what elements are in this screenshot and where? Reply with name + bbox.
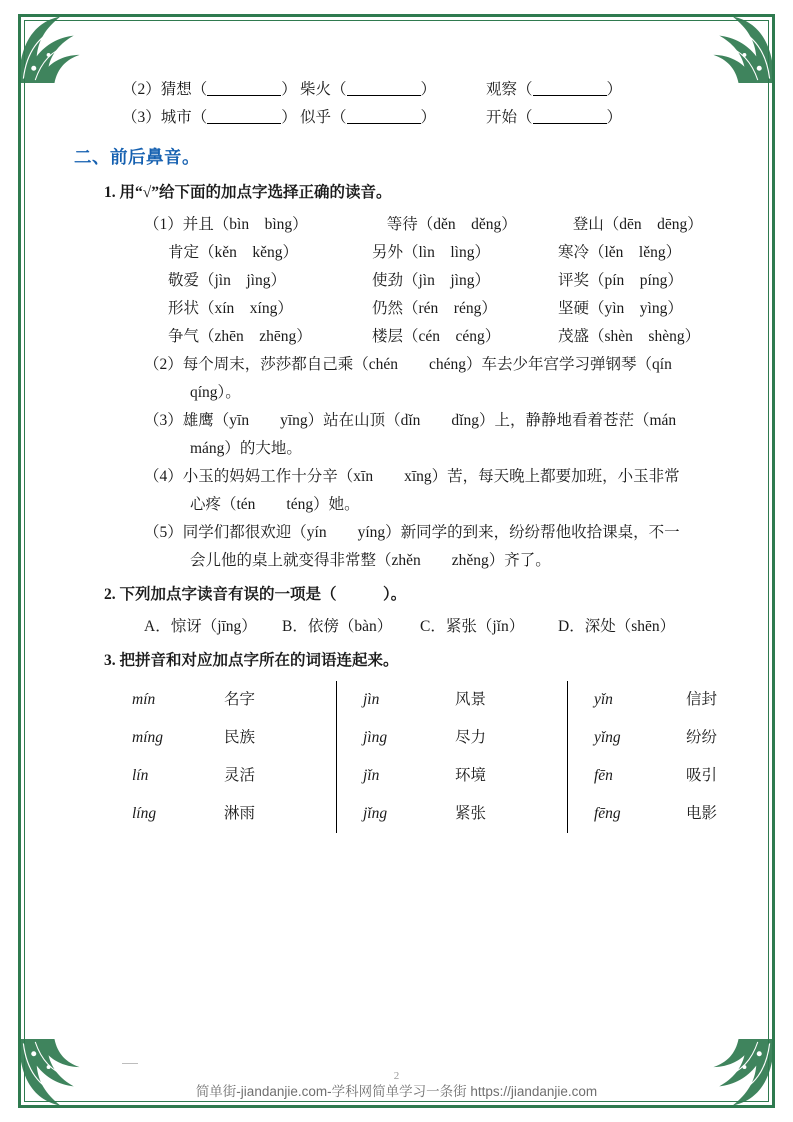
- answer-blank[interactable]: [533, 80, 607, 96]
- sentence-text: qíng）。: [190, 384, 241, 402]
- pinyin-choice[interactable]: 登山（dēn dēng）: [572, 216, 703, 234]
- matching-exercise: [58, 681, 730, 833]
- pinyin-column: [594, 681, 686, 833]
- word-item[interactable]: 淋雨: [224, 805, 256, 823]
- sentence-text: máng）的大地。: [190, 440, 302, 458]
- footer-watermark: 简单街-jiandanjie.com-学科网简单学习一条街 https://jiandanjie.com: [195, 1084, 598, 1099]
- word-item[interactable]: 信封: [686, 691, 718, 709]
- answer-blank[interactable]: [533, 108, 607, 124]
- pinyin-item[interactable]: yǐn: [594, 691, 613, 709]
- pinyin-choice[interactable]: 形状（xín xíng）: [168, 300, 293, 318]
- item-number: （3）: [144, 412, 183, 430]
- exercise-row: [58, 297, 730, 321]
- pinyin-choice[interactable]: 寒冷（lěn lěng）: [558, 244, 682, 262]
- item-number: （2）: [122, 81, 161, 98]
- word-item[interactable]: 环境: [455, 767, 487, 785]
- pinyin-item[interactable]: fēn: [594, 767, 613, 785]
- pinyin-item[interactable]: fēng: [594, 805, 621, 823]
- corner-ornament-icon: [16, 12, 90, 86]
- pinyin-item[interactable]: jìn: [363, 691, 380, 709]
- pinyin-choice[interactable]: 楼层（cén céng）: [372, 328, 501, 346]
- match-group: [132, 681, 337, 833]
- exercise-row: [58, 465, 730, 489]
- item-number: （4）: [144, 468, 183, 486]
- pinyin-item[interactable]: jǐng: [363, 805, 388, 823]
- item-number: （1）: [144, 216, 183, 234]
- pinyin-choice[interactable]: 肯定（kěn kěng）: [168, 244, 299, 262]
- choice-d[interactable]: D．深处（shēn）: [558, 618, 676, 636]
- word-item[interactable]: 纷纷: [686, 729, 718, 747]
- page-number: 2: [393, 1070, 400, 1082]
- exercise-row: [58, 325, 730, 349]
- answer-blank[interactable]: [347, 108, 421, 124]
- answer-blank[interactable]: [207, 108, 281, 124]
- pinyin-choice[interactable]: 敬爱（jìn jìng）: [168, 272, 286, 290]
- word-item[interactable]: 尽力: [455, 729, 487, 747]
- pinyin-item[interactable]: yǐng: [594, 729, 621, 747]
- match-group: [594, 681, 772, 833]
- question-3-title: 3. 把拼音和对应加点字所在的词语连起来。: [104, 652, 399, 670]
- pinyin-choice[interactable]: 仍然（rén réng）: [372, 300, 497, 318]
- sentence-text: 小玉的妈妈工作十分辛（xīn xīng）苦，每天晚上都要加班，小玉非常: [182, 468, 680, 486]
- word-label: 开始（: [486, 109, 533, 127]
- word-label: 柴火（: [300, 81, 347, 98]
- word-item[interactable]: 紧张: [455, 805, 487, 823]
- page-dash: [122, 1063, 138, 1064]
- exercise-row: [58, 353, 730, 377]
- answer-blank[interactable]: [347, 80, 421, 96]
- pinyin-choice[interactable]: 并且（bìn bìng）: [182, 216, 308, 234]
- exercise-row: （2）猜想（ ） 柴火（ ） 观察（ ）: [122, 81, 623, 98]
- pinyin-choice[interactable]: 另外（lìn lìng）: [372, 244, 490, 262]
- pinyin-choice[interactable]: 使劲（jìn jìng）: [372, 272, 490, 290]
- match-group: [363, 681, 568, 833]
- question-1-title: 1. 用“√”给下面的加点字选择正确的读音。: [104, 184, 392, 202]
- pinyin-choice[interactable]: 评奖（pín píng）: [558, 272, 683, 290]
- item-number: （2）: [144, 356, 183, 374]
- exercise-row: [58, 521, 730, 545]
- exercise-row: [58, 493, 730, 517]
- pinyin-item[interactable]: mín: [132, 691, 156, 709]
- choice-a[interactable]: A．惊讶（jīng）: [144, 618, 257, 636]
- pinyin-item[interactable]: jìng: [363, 729, 388, 747]
- pinyin-choice[interactable]: 等待（děn děng）: [386, 216, 517, 234]
- exercise-row: [58, 437, 730, 461]
- word-item[interactable]: 民族: [224, 729, 256, 747]
- sentence-text: 每个周末，莎莎都自己乘（chén chéng）车去少年宫学习弹钢琴（qín: [182, 356, 672, 374]
- exercise-row: [58, 381, 730, 405]
- question-2-title: 2. 下列加点字读音有误的一项是（ ）。: [104, 586, 407, 604]
- exercise-row: （3）城市（ ） 似乎（ ） 开始（ ）: [122, 109, 623, 127]
- pinyin-item[interactable]: lín: [132, 767, 149, 785]
- choice-c[interactable]: C．紧张（jǐn）: [420, 618, 525, 636]
- exercise-row: [58, 409, 730, 433]
- word-item[interactable]: 吸引: [686, 767, 718, 785]
- pinyin-column: [132, 681, 224, 833]
- answer-blank[interactable]: [207, 80, 281, 96]
- sentence-text: 心疼（tén téng）她。: [190, 496, 360, 514]
- word-column: [224, 681, 310, 833]
- word-item[interactable]: 名字: [224, 691, 256, 709]
- worksheet-content: [58, 78, 730, 1038]
- pinyin-column: [363, 681, 455, 833]
- word-column: [686, 681, 772, 833]
- exercise-row: [58, 213, 730, 237]
- word-item[interactable]: 风景: [455, 691, 487, 709]
- pinyin-item[interactable]: líng: [132, 805, 157, 823]
- pinyin-choice[interactable]: 茂盛（shèn shèng）: [558, 328, 701, 346]
- item-number: （3）: [122, 109, 161, 127]
- exercise-row: [58, 241, 730, 265]
- word-label: 城市（: [160, 109, 208, 127]
- pinyin-item[interactable]: míng: [132, 729, 163, 747]
- item-number: （5）: [144, 524, 183, 542]
- word-label: 似乎（: [300, 109, 347, 127]
- pinyin-choice[interactable]: 坚硬（yìn yìng）: [558, 300, 683, 318]
- sentence-text: 同学们都很欢迎（yín yíng）新同学的到来，纷纷帮他收拾课桌，不一: [182, 524, 680, 542]
- section-title: 二、前后鼻音。: [74, 147, 200, 168]
- choice-row: [58, 615, 730, 639]
- sentence-text: 会儿他的桌上就变得非常整（zhěn zhěng）齐了。: [190, 552, 551, 570]
- exercise-row: [58, 549, 730, 573]
- corner-ornament-icon: [703, 12, 777, 86]
- exercise-row: [58, 269, 730, 293]
- word-item[interactable]: 电影: [686, 805, 718, 823]
- sentence-text: 雄鹰（yīn yīng）站在山顶（dǐn dǐng）上，静静地看着苍茫（mán: [182, 412, 677, 430]
- choice-b[interactable]: B．依傍（bàn）: [282, 618, 393, 636]
- pinyin-item[interactable]: jǐn: [363, 767, 380, 785]
- word-column: [455, 681, 541, 833]
- pinyin-choice[interactable]: 争气（zhēn zhēng）: [168, 328, 312, 346]
- word-label: 猜想（: [160, 81, 208, 98]
- word-label: 观察（: [486, 81, 533, 98]
- word-item[interactable]: 灵活: [224, 767, 256, 785]
